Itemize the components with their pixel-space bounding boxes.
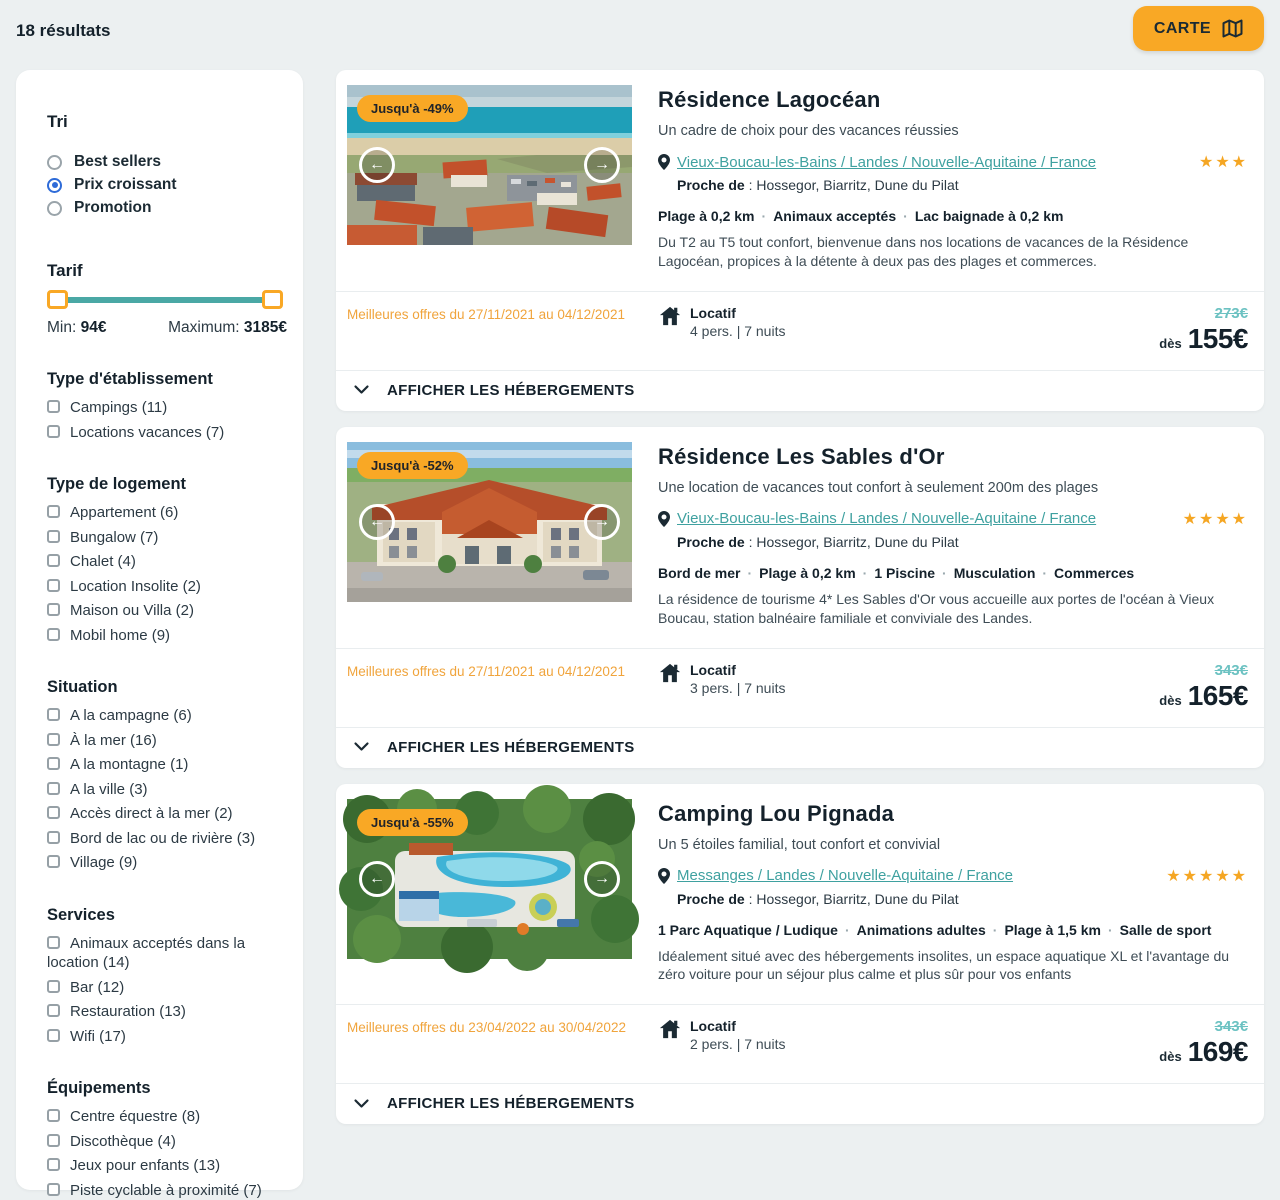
sort-option-prix-croissant[interactable]: Prix croissant bbox=[47, 176, 283, 194]
result-description: Idéalement situé avec des hébergements insolites, un espace aquatique XL et l'avantage du zéro voiture pour un séjour plus calme et plus sûr pour vos enfants bbox=[658, 947, 1248, 985]
map-pin-icon bbox=[658, 511, 670, 527]
price: 169€ bbox=[1188, 1036, 1248, 1068]
slider-handle-min[interactable] bbox=[47, 290, 68, 309]
checkbox-icon[interactable] bbox=[47, 505, 60, 518]
rental-info bbox=[659, 305, 785, 339]
result-photo[interactable] bbox=[347, 85, 632, 245]
filter-option[interactable]: Discothèque (4) bbox=[47, 1132, 283, 1152]
radio-icon-selected[interactable] bbox=[47, 178, 62, 193]
photo-next-button[interactable] bbox=[584, 147, 620, 183]
price-min: Min: 94€ bbox=[47, 319, 106, 337]
result-nearby: Proche de : Hossegor, Biarritz, Dune du Pilat bbox=[677, 177, 1248, 193]
filter-option[interactable]: À la mer (16) bbox=[47, 731, 283, 751]
price-filter-title: Tarif bbox=[47, 261, 283, 281]
star-rating: ★★★ bbox=[1199, 152, 1248, 172]
filter-group-title: Type de logement bbox=[47, 475, 283, 494]
map-button-label: CARTE bbox=[1154, 20, 1211, 38]
chevron-down-icon bbox=[354, 742, 369, 752]
discount-badge: Jusqu'à -55% bbox=[357, 809, 468, 836]
filter-option[interactable]: A la ville (3) bbox=[47, 780, 283, 800]
slider-track bbox=[47, 297, 283, 303]
old-price: 343€ bbox=[1159, 1018, 1248, 1035]
result-photo[interactable] bbox=[347, 799, 632, 959]
checkbox-icon[interactable] bbox=[47, 530, 60, 543]
arrow-left-icon: ← bbox=[369, 156, 385, 174]
discount-badge: Jusqu'à -49% bbox=[357, 95, 468, 122]
filter-option[interactable]: Accès direct à la mer (2) bbox=[47, 804, 283, 824]
checkbox-icon[interactable] bbox=[47, 1158, 60, 1171]
star-rating: ★★★★★ bbox=[1166, 866, 1248, 886]
filter-group-equipements bbox=[47, 1079, 283, 1200]
filter-option[interactable]: Location Insolite (2) bbox=[47, 577, 283, 597]
map-pin-icon bbox=[658, 868, 670, 884]
result-location-link[interactable]: Vieux-Boucau-les-Bains / Landes / Nouvelle-Aquitaine / France bbox=[677, 154, 1096, 171]
rental-type: Locatif bbox=[690, 1018, 785, 1034]
filter-group-title: Situation bbox=[47, 678, 283, 697]
arrow-left-icon: ← bbox=[369, 870, 385, 888]
checkbox-icon[interactable] bbox=[47, 855, 60, 868]
photo-prev-button[interactable] bbox=[359, 504, 395, 540]
checkbox-icon[interactable] bbox=[47, 980, 60, 993]
arrow-right-icon: → bbox=[594, 156, 610, 174]
checkbox-icon[interactable] bbox=[47, 579, 60, 592]
chevron-down-icon bbox=[354, 1099, 369, 1109]
checkbox-icon[interactable] bbox=[47, 554, 60, 567]
filter-group-situation bbox=[47, 678, 283, 873]
house-icon bbox=[659, 305, 681, 339]
filter-group-services bbox=[47, 906, 283, 1047]
price-block bbox=[1159, 662, 1248, 712]
filter-group-title: Services bbox=[47, 906, 283, 925]
photo-prev-button[interactable] bbox=[359, 861, 395, 897]
checkbox-icon[interactable] bbox=[47, 1004, 60, 1017]
rental-info bbox=[659, 1018, 785, 1052]
checkbox-icon[interactable] bbox=[47, 400, 60, 413]
result-title: Résidence Lagocéan bbox=[658, 87, 1248, 113]
checkbox-icon[interactable] bbox=[47, 1134, 60, 1147]
filter-option[interactable]: Locations vacances (7) bbox=[47, 423, 283, 443]
result-card-lou-pignada bbox=[336, 784, 1264, 1125]
filter-option[interactable]: Village (9) bbox=[47, 853, 283, 873]
result-description: Du T2 au T5 tout confort, bienvenue dans nos locations de vacances de la Résidence Lagocéan, propices à la détente à deux pas des plages et commerces. bbox=[658, 233, 1248, 271]
house-icon bbox=[659, 1018, 681, 1052]
checkbox-icon[interactable] bbox=[47, 708, 60, 721]
map-button[interactable] bbox=[1133, 6, 1264, 51]
filter-option[interactable]: Appartement (6) bbox=[47, 503, 283, 523]
price-block bbox=[1159, 305, 1248, 355]
slider-handle-max[interactable] bbox=[262, 290, 283, 309]
checkbox-icon[interactable] bbox=[47, 782, 60, 795]
result-card-sables-dor bbox=[336, 427, 1264, 768]
result-features: Bord de mer · Plage à 0,2 km · 1 Piscine · Musculation · Commerces bbox=[658, 565, 1248, 581]
filter-group-title: Équipements bbox=[47, 1079, 283, 1098]
checkbox-icon[interactable] bbox=[47, 603, 60, 616]
price-block bbox=[1159, 1018, 1248, 1068]
map-icon bbox=[1222, 19, 1243, 38]
result-nearby: Proche de : Hossegor, Biarritz, Dune du Pilat bbox=[677, 891, 1248, 907]
filter-option[interactable]: Bungalow (7) bbox=[47, 528, 283, 548]
occupancy: 2 pers. | 7 nuits bbox=[690, 1036, 785, 1052]
price-minmax bbox=[47, 319, 287, 337]
result-location-link[interactable]: Messanges / Landes / Nouvelle-Aquitaine / France bbox=[677, 867, 1013, 884]
discount-badge: Jusqu'à -52% bbox=[357, 452, 468, 479]
results-list bbox=[336, 70, 1264, 1140]
result-description: La résidence de tourisme 4* Les Sables d'Or vous accueille aux portes de l'océan à Vieux Boucau, station balnéaire familiale et conviviale des Landes. bbox=[658, 590, 1248, 628]
result-location-link[interactable]: Vieux-Boucau-les-Bains / Landes / Nouvelle-Aquitaine / France bbox=[677, 510, 1096, 527]
sort-option-best-sellers[interactable]: Best sellers bbox=[47, 153, 283, 171]
radio-icon[interactable] bbox=[47, 155, 62, 170]
filter-option[interactable]: Bar (12) bbox=[47, 978, 283, 998]
price: 155€ bbox=[1188, 323, 1248, 355]
filter-option[interactable]: Chalet (4) bbox=[47, 552, 283, 572]
checkbox-icon[interactable] bbox=[47, 806, 60, 819]
result-tagline: Un cadre de choix pour des vacances réussies bbox=[658, 123, 1248, 139]
checkbox-icon[interactable] bbox=[47, 757, 60, 770]
filter-option[interactable]: Campings (11) bbox=[47, 398, 283, 418]
filter-option[interactable]: Wifi (17) bbox=[47, 1027, 283, 1047]
result-tagline: Un 5 étoiles familial, tout confort et convivial bbox=[658, 837, 1248, 853]
offer-dates: Meilleures offres du 27/11/2021 au 04/12/2021 bbox=[347, 305, 659, 322]
sort-option-promotion[interactable]: Promotion bbox=[47, 199, 283, 217]
filter-option[interactable]: Bord de lac ou de rivière (3) bbox=[47, 829, 283, 849]
result-features: 1 Parc Aquatique / Ludique · Animations adultes · Plage à 1,5 km · Salle de sport bbox=[658, 922, 1248, 938]
filter-option[interactable]: Restauration (13) bbox=[47, 1002, 283, 1022]
show-accommodations-button[interactable]: AFFICHER LES HÉBERGEMENTS bbox=[336, 727, 1264, 768]
price-prefix: dès bbox=[1159, 336, 1181, 351]
result-features: Plage à 0,2 km · Animaux acceptés · Lac baignade à 0,2 km bbox=[658, 208, 1248, 224]
checkbox-icon[interactable] bbox=[47, 628, 60, 641]
result-title: Camping Lou Pignada bbox=[658, 801, 1248, 827]
star-rating: ★★★★ bbox=[1183, 509, 1248, 529]
result-tagline: Une location de vacances tout confort à seulement 200m des plages bbox=[658, 480, 1248, 496]
offer-dates: Meilleures offres du 27/11/2021 au 04/12/2021 bbox=[347, 662, 659, 679]
sort-options bbox=[47, 153, 283, 217]
checkbox-icon[interactable] bbox=[47, 1183, 60, 1196]
rental-info bbox=[659, 662, 785, 696]
checkbox-icon[interactable] bbox=[47, 936, 60, 949]
filters-sidebar bbox=[16, 70, 303, 1190]
offer-dates: Meilleures offres du 23/04/2022 au 30/04/2022 bbox=[347, 1018, 659, 1035]
map-pin-icon bbox=[658, 154, 670, 170]
house-icon bbox=[659, 662, 681, 696]
price-prefix: dès bbox=[1159, 693, 1181, 708]
price-prefix: dès bbox=[1159, 1049, 1181, 1064]
old-price: 343€ bbox=[1159, 662, 1248, 679]
photo-next-button[interactable] bbox=[584, 861, 620, 897]
checkbox-icon[interactable] bbox=[47, 831, 60, 844]
filter-option[interactable]: Maison ou Villa (2) bbox=[47, 601, 283, 621]
price: 165€ bbox=[1188, 680, 1248, 712]
old-price: 273€ bbox=[1159, 305, 1248, 322]
checkbox-icon[interactable] bbox=[47, 1029, 60, 1042]
photo-prev-button[interactable] bbox=[359, 147, 395, 183]
filter-group-etablissement bbox=[47, 370, 283, 442]
show-accommodations-button[interactable]: AFFICHER LES HÉBERGEMENTS bbox=[336, 1083, 1264, 1124]
price-max: Maximum: 3185€ bbox=[168, 319, 287, 337]
occupancy: 4 pers. | 7 nuits bbox=[690, 323, 785, 339]
show-accommodations-button[interactable]: AFFICHER LES HÉBERGEMENTS bbox=[336, 370, 1264, 411]
filter-option[interactable]: Mobil home (9) bbox=[47, 626, 283, 646]
result-title: Résidence Les Sables d'Or bbox=[658, 444, 1248, 470]
results-count: 18 résultats bbox=[16, 21, 111, 41]
filter-option[interactable]: Animaux acceptés dans la location (14) bbox=[47, 934, 283, 973]
arrow-right-icon: → bbox=[594, 870, 610, 888]
arrow-left-icon: ← bbox=[369, 513, 385, 531]
checkbox-icon[interactable] bbox=[47, 733, 60, 746]
chevron-down-icon bbox=[354, 385, 369, 395]
result-photo[interactable] bbox=[347, 442, 632, 602]
arrow-right-icon: → bbox=[594, 513, 610, 531]
checkbox-icon[interactable] bbox=[47, 425, 60, 438]
filter-option[interactable]: Jeux pour enfants (13) bbox=[47, 1156, 283, 1176]
filter-group-title: Type d'établissement bbox=[47, 370, 283, 389]
filter-option[interactable]: A la campagne (6) bbox=[47, 706, 283, 726]
price-range-slider[interactable] bbox=[47, 290, 283, 310]
photo-next-button[interactable] bbox=[584, 504, 620, 540]
checkbox-icon[interactable] bbox=[47, 1109, 60, 1122]
rental-type: Locatif bbox=[690, 662, 785, 678]
rental-type: Locatif bbox=[690, 305, 785, 321]
filter-group-logement bbox=[47, 475, 283, 645]
result-card-lagocean bbox=[336, 70, 1264, 411]
filter-option[interactable]: Piste cyclable à proximité (7) bbox=[47, 1181, 283, 1200]
occupancy: 3 pers. | 7 nuits bbox=[690, 680, 785, 696]
filter-option[interactable]: A la montagne (1) bbox=[47, 755, 283, 775]
sort-title: Tri bbox=[47, 112, 283, 132]
filter-option[interactable]: Centre équestre (8) bbox=[47, 1107, 283, 1127]
result-nearby: Proche de : Hossegor, Biarritz, Dune du Pilat bbox=[677, 534, 1248, 550]
radio-icon[interactable] bbox=[47, 201, 62, 216]
